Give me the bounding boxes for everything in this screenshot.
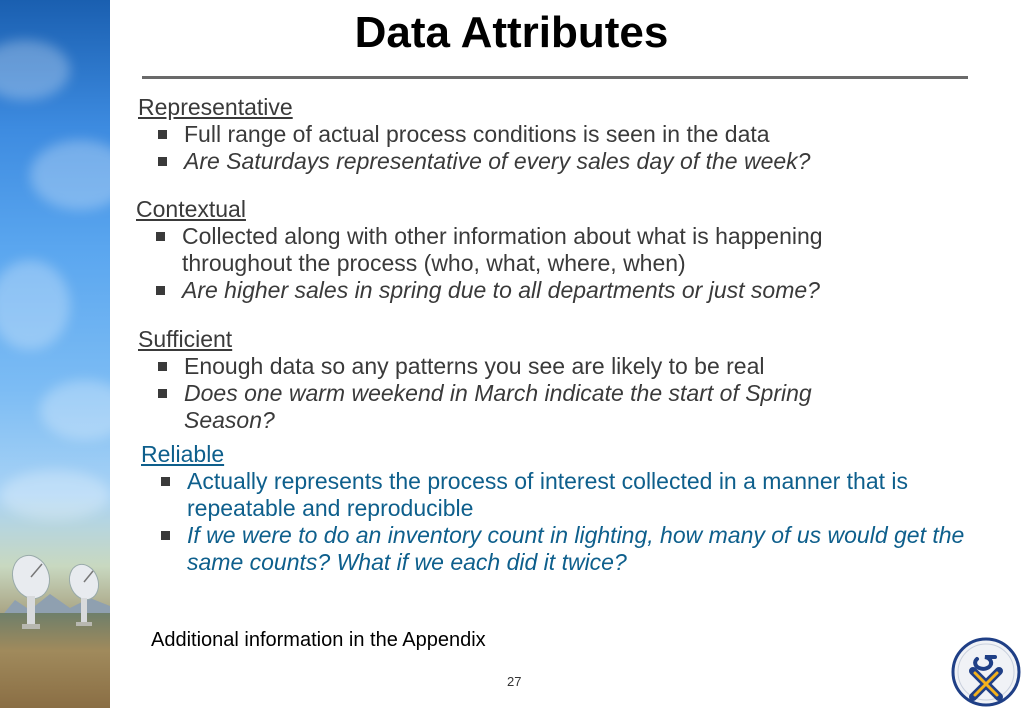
bullet-text: Actually represents the process of interest collected in a manner that is repeatable and reproducible — [187, 468, 909, 521]
list-item — [138, 121, 810, 148]
list-item — [136, 223, 922, 277]
bullet-icon — [158, 157, 167, 166]
bullet-text: Are higher sales in spring due to all departments or just some? — [182, 277, 820, 303]
bullet-icon — [161, 531, 170, 540]
section-reliable — [141, 441, 1019, 576]
section-heading: Reliable — [141, 441, 225, 467]
section-representative — [138, 94, 810, 175]
appendix-note: Additional information in the Appendix — [151, 629, 486, 651]
section-heading: Representative — [138, 94, 293, 120]
bullet-icon — [161, 477, 170, 486]
bullet-icon — [156, 286, 165, 295]
bullet-icon — [158, 362, 167, 371]
title-divider — [142, 76, 968, 79]
list-item — [138, 148, 810, 175]
list-item — [138, 380, 904, 434]
section-contextual — [136, 196, 936, 304]
radio-telescope-image — [64, 562, 104, 630]
list-item — [141, 522, 1013, 576]
bullet-icon — [156, 232, 165, 241]
bullet-text: If we were to do an inventory count in lighting, how many of us would get the same counts? What if we each did it twice? — [187, 522, 965, 575]
bullet-icon — [158, 389, 167, 398]
bullet-text: Enough data so any patterns you see are likely to be real — [184, 353, 765, 379]
list-item — [136, 277, 936, 304]
bullet-text: Collected along with other information about what is happening throughout the process (who, what, where, when) — [182, 223, 823, 276]
sigma-x-logo — [951, 637, 1021, 707]
list-item — [141, 468, 1013, 522]
section-sufficient — [138, 326, 938, 434]
page-title: Data Attributes — [354, 8, 669, 57]
radio-telescope-image — [6, 552, 56, 632]
bullet-text: Full range of actual process conditions is seen in the data — [184, 121, 770, 147]
sidebar-sky-image — [0, 0, 110, 708]
bullet-text: Does one warm weekend in March indicate the start of Spring Season? — [184, 380, 812, 433]
page-number: 27 — [507, 674, 522, 689]
list-item — [138, 353, 938, 380]
section-heading: Contextual — [136, 196, 246, 222]
section-heading: Sufficient — [138, 326, 233, 352]
bullet-text: Are Saturdays representative of every sales day of the week? — [184, 148, 811, 174]
bullet-icon — [158, 130, 167, 139]
